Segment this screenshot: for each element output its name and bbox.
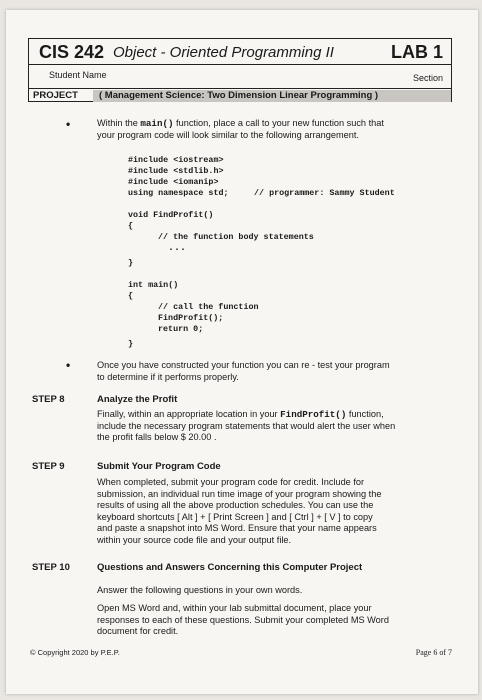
inline-code: main()	[140, 118, 174, 129]
intro-text: function, place a call to your new function such that	[173, 118, 384, 128]
intro-text: your program code will look similar to the following arrangement.	[97, 129, 359, 140]
project-banner	[93, 90, 451, 102]
step-9-text: submission, an individual run time image of your program showing the	[97, 488, 382, 499]
bullet-icon: •	[66, 358, 71, 372]
step-10-label: STEP 10	[32, 562, 70, 573]
step-8-text: the profit falls below $ 20.00 .	[97, 432, 217, 442]
retest-paragraph	[97, 360, 427, 383]
step-9-text: keyboard shortcuts [ Alt ] + [ Print Screen ] and [ Ctrl ] + [ V ] to copy	[97, 511, 373, 522]
code-line: return 0;	[158, 324, 204, 334]
code-line: FindProfit();	[158, 313, 224, 323]
copyright-notice: © Copyright 2020 by P.E.P.	[30, 648, 120, 657]
code-ellipsis: ...	[168, 243, 187, 254]
code-comment: // the function body statements	[158, 232, 314, 242]
inline-code: FindProfit()	[280, 409, 347, 420]
lab-number: LAB 1	[390, 42, 443, 62]
step-8-title: Analyze the Profit	[97, 394, 178, 405]
step-9-text: within your source code file and your output file.	[97, 534, 292, 545]
step-8-text: Finally, within an appropriate location in your	[97, 409, 281, 419]
code-line: {	[128, 291, 134, 301]
step-9-text: results of using all the above production schedules. You can use the	[97, 500, 374, 510]
retest-text: Once you have constructed your function you can re - test your program	[97, 360, 390, 370]
step-10-text: document for credit.	[97, 626, 179, 636]
section-label: Section	[412, 73, 443, 83]
code-comment: // programmer: Sammy Student	[254, 188, 395, 198]
step-10-text: Open MS Word and, within your lab submittal document, place your	[97, 603, 372, 613]
code-line: void FindProfit()	[128, 210, 214, 220]
header-title-row	[29, 39, 451, 65]
code-line: #include <iostream>	[128, 155, 224, 165]
code-line: int main()	[128, 280, 179, 290]
step-8-text: include the necessary program statements that would alert the user when	[97, 420, 396, 431]
code-line: using namespace std;	[128, 188, 229, 198]
student-name-label: Student Name	[49, 70, 107, 80]
step-10-paragraph-1: Answer the following questions in your own words.	[97, 585, 303, 595]
code-line: {	[128, 221, 134, 231]
lab-header	[28, 38, 452, 102]
step-9-title: Submit Your Program Code	[97, 461, 221, 472]
code-line: }	[128, 339, 134, 349]
course-code: CIS 242	[39, 42, 105, 62]
course-title: Object - Oriented Programming II	[113, 44, 334, 61]
step-8-paragraph	[97, 409, 432, 444]
code-comment: // call the function	[158, 302, 259, 312]
project-row	[29, 88, 451, 102]
step-9-paragraph	[97, 477, 432, 546]
code-line: #include <stdlib.h>	[128, 166, 224, 176]
intro-text: Within the	[97, 118, 141, 128]
step-10-paragraph-2	[97, 603, 432, 638]
code-line: }	[128, 258, 134, 268]
step-8-label: STEP 8	[32, 394, 65, 405]
project-title: ( Management Science: Two Dimension Linear Programming )	[99, 90, 379, 101]
bullet-icon: •	[66, 117, 71, 131]
code-line: #include <iomanip>	[128, 177, 219, 187]
page-number: Page 6 of 7	[415, 648, 452, 657]
step-9-label: STEP 9	[32, 461, 65, 472]
step-10-title: Questions and Answers Concerning this Computer Project	[97, 562, 363, 573]
step-8-text: function,	[346, 409, 384, 419]
step-10-text: responses to each of these questions. Submit your completed MS Word	[97, 614, 389, 625]
step-9-text: and paste a snapshot into MS Word. Ensure that your name appears	[97, 523, 377, 533]
step-9-text: When completed, submit your program code for credit. Include for	[97, 477, 365, 487]
intro-paragraph	[97, 118, 427, 141]
retest-text: to determine if it performs properly.	[97, 371, 239, 382]
project-label: PROJECT	[33, 90, 78, 101]
